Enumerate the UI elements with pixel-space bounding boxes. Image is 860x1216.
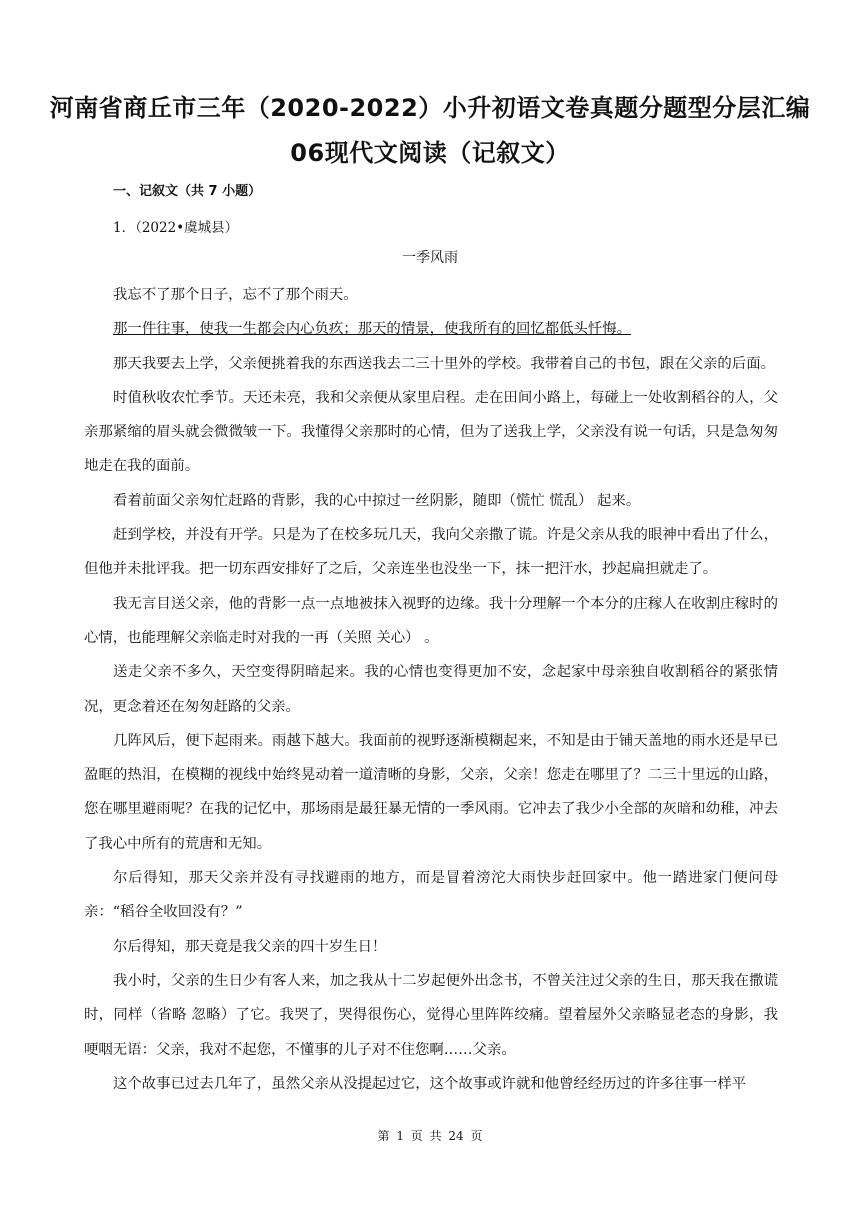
- page-footer: 第 1 页 共 24 页: [377, 1129, 483, 1143]
- paragraph: 我小时，父亲的生日少有客人来，加之我从十二岁起便外出念书，不曾关注过父亲的生日，那天我在撒谎时，同样（省略 忽略）了它。我哭了，哭得很伤心，觉得心里阵阵绞痛。望着屋外父亲略显老态的身影，我哽咽无语：父亲，我对不起您，不懂事的儿子对不住您啊……父亲。: [84, 972, 778, 1058]
- paragraph: 那天我要去上学，父亲便挑着我的东西送我去二三十里外的学校。我带着自己的书包，跟在父亲的后面。: [113, 355, 775, 372]
- paragraph: 几阵风后，便下起雨来。雨越下越大。我面前的视野逐渐模糊起来，不知是由于铺天盖地的雨水还是早已盈眶的热泪，在模糊的视线中始终晃动着一道清晰的身影，父亲，父亲！您走在哪里了？二三十里远的山路，您在哪里避雨呢？在我的记忆中，那场雨是最狂暴无情的一季风雨。它冲去了我少小全部的灰暗和幼稚，冲去了我心中所有的荒唐和无知。: [84, 732, 778, 852]
- paragraph: 这个故事已过去几年了，虽然父亲从没提起过它，这个故事或许就和他曾经经历过的许多往事一样平: [113, 1075, 747, 1092]
- paragraph-underlined: [84, 312, 778, 346]
- document-title-line-2: 06现代文阅读（记叙文）: [290, 139, 570, 167]
- paragraph: 时值秋收农忙季节。天还未亮，我和父亲便从家里启程。走在田间小路上，每碰上一处收割稻谷的人，父亲那紧缩的眉头就会微微皱一下。我懂得父亲那时的心情，但为了送我上学，父亲没有说一句话，只是急匆匆地走在我的面前。: [84, 389, 778, 475]
- question-number: 1．（2022•虞城县）: [113, 220, 239, 236]
- underlined-sentence: 那一件往事，使我一生都会内心负疚；那天的情景，使我所有的回忆都低头忏悔。: [113, 321, 632, 338]
- document-title-line-1: 河南省商丘市三年（2020-2022）小升初语文卷真题分题型分层汇编: [49, 94, 811, 122]
- paragraph: 我无言目送父亲，他的背影一点一点地被抹入视野的边缘。我十分理解一个本分的庄稼人在收割庄稼时的心情，也能理解父亲临走时对我的一再（关照 关心） 。: [84, 595, 778, 646]
- paragraph: 赶到学校，并没有开学。只是为了在校多玩几天，我向父亲撒了谎。许是父亲从我的眼神中看出了什么，但他并未批评我。把一切东西安排好了之后，父亲连坐也没坐一下，抹一把汗水，抄起扁担就走了。: [84, 527, 778, 578]
- paragraph: 尔后得知，那天竟是我父亲的四十岁生日！: [113, 938, 387, 955]
- passage-title: 一季风雨: [402, 250, 458, 266]
- section-heading: 一、记叙文（共 7 小题）: [113, 184, 262, 199]
- passage-body: [84, 278, 778, 1101]
- paragraph: 送走父亲不多久，天空变得阴暗起来。我的心情也变得更加不安，念起家中母亲独自收割稻谷的紧张情况，更念着还在匆匆赶路的父亲。: [84, 664, 778, 715]
- paragraph: 看着前面父亲匆忙赶路的背影，我的心中掠过一丝阴影，随即（慌忙 慌乱） 起来。: [113, 492, 641, 509]
- paragraph: 尔后得知，那天父亲并没有寻找避雨的地方，而是冒着滂沱大雨快步赶回家中。他一踏进家门便问母亲：“稻谷全收回没有？”: [84, 870, 778, 921]
- paragraph: 我忘不了那个日子，忘不了那个雨天。: [113, 287, 358, 303]
